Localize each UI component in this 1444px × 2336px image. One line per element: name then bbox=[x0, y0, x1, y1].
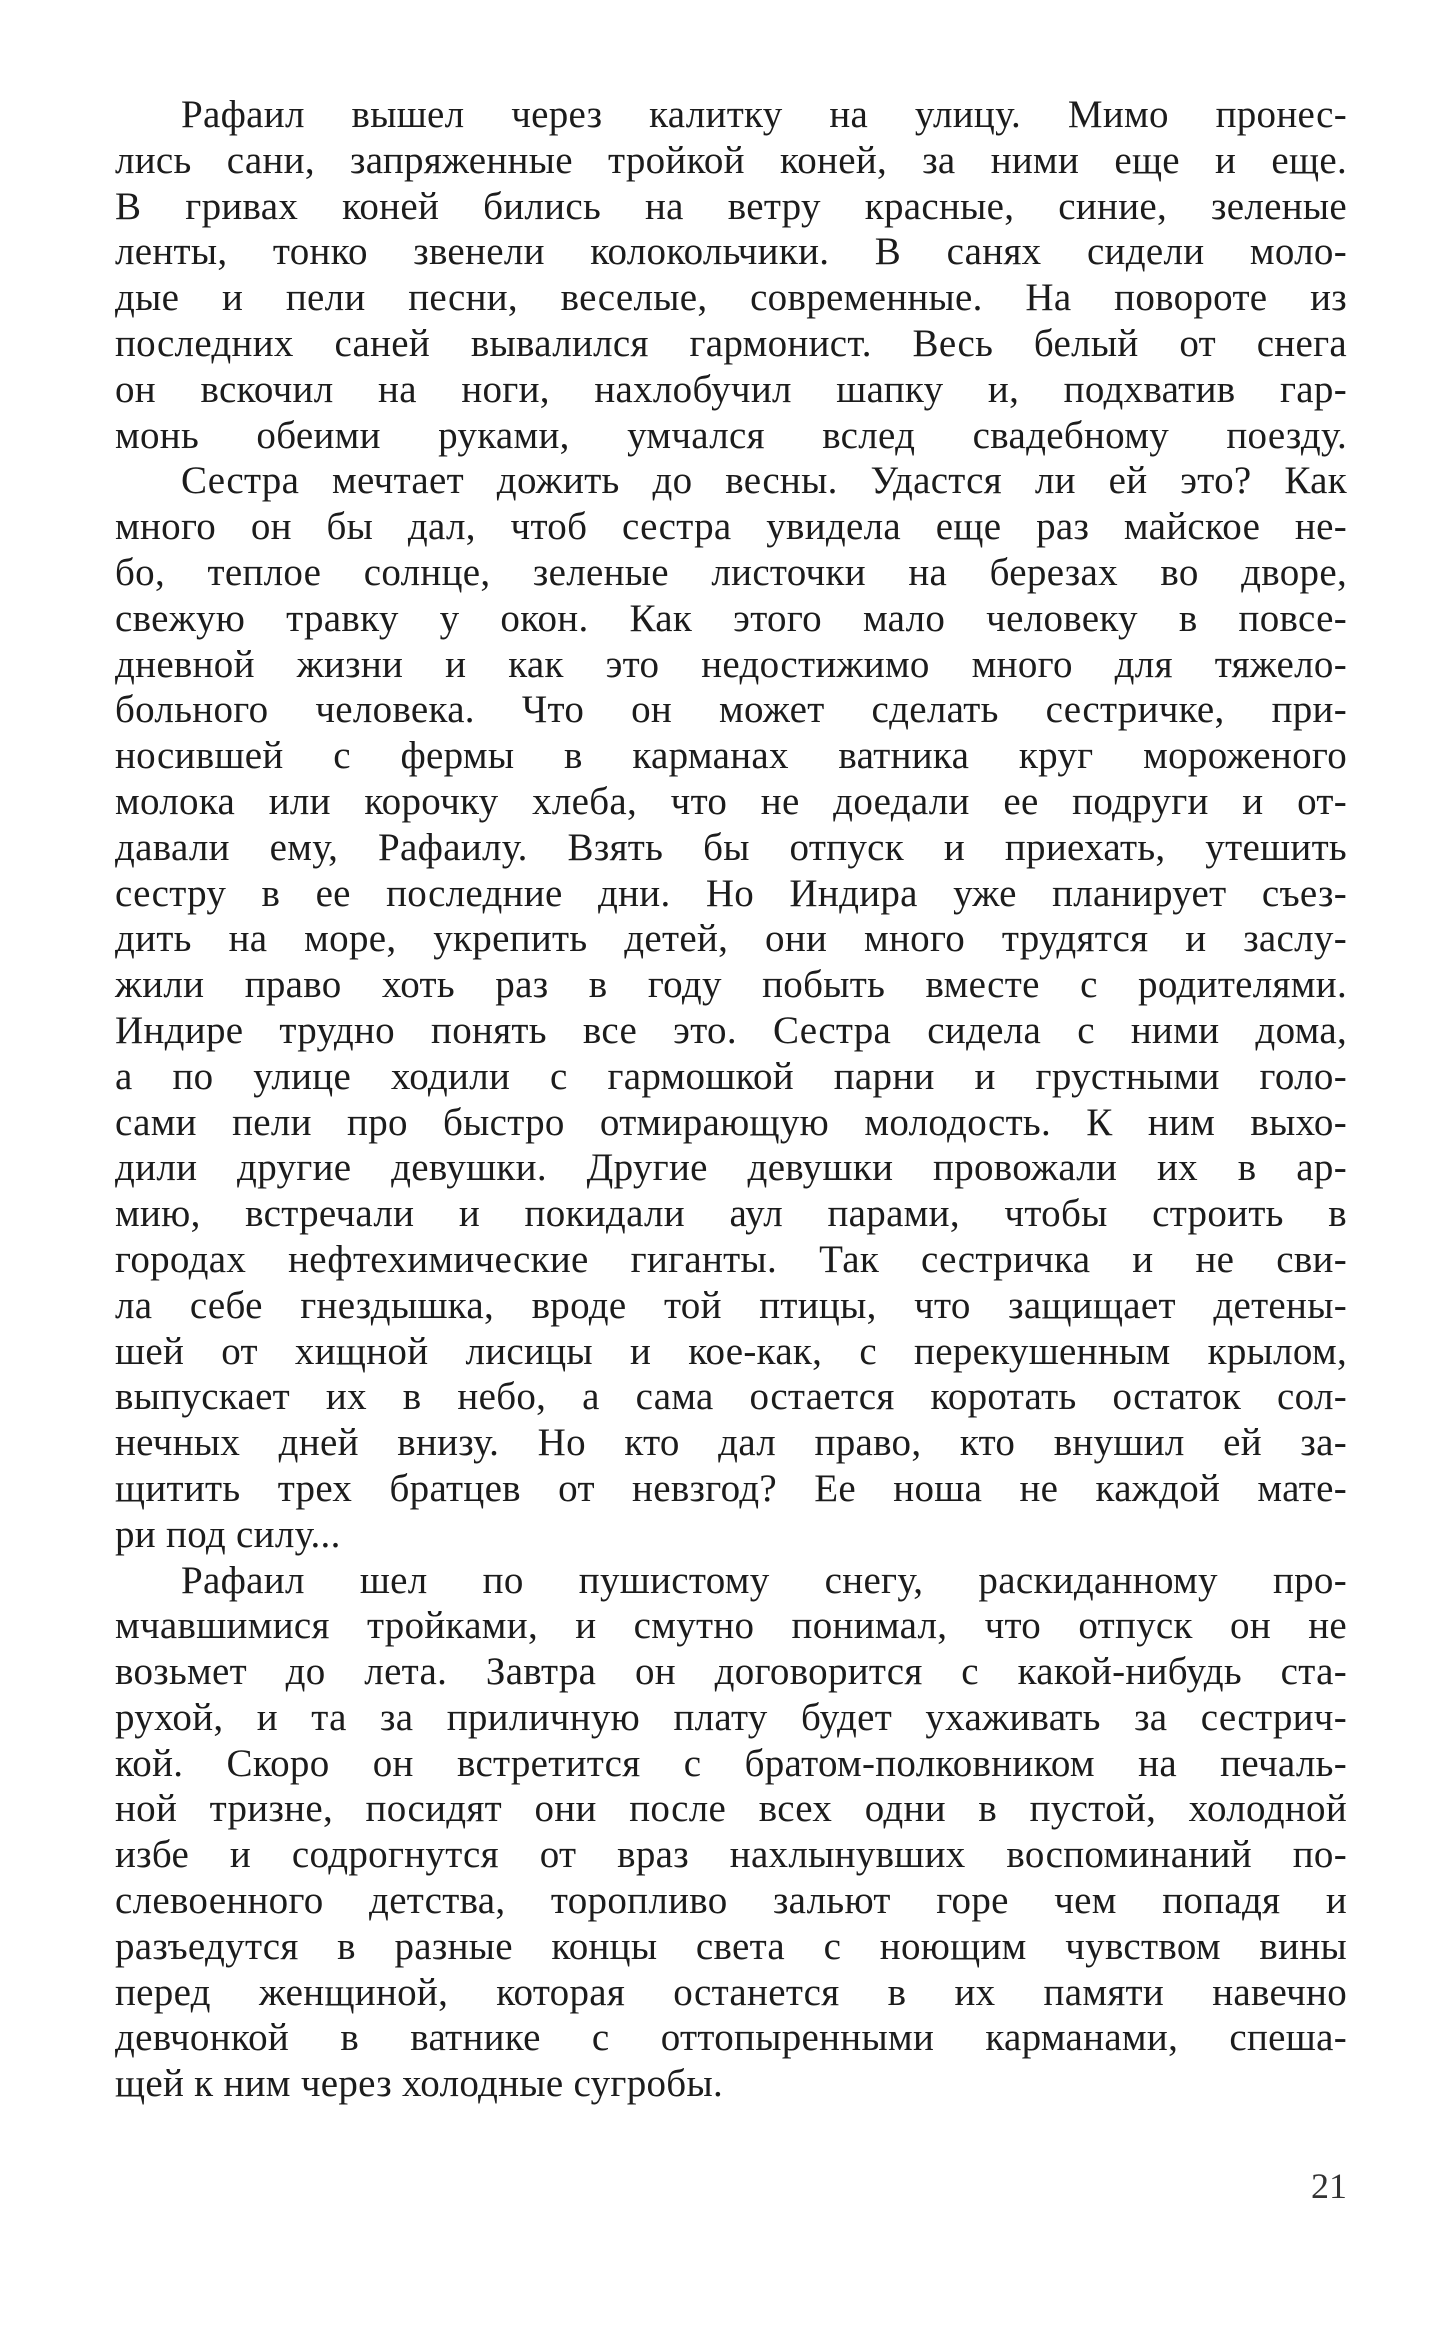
text-line: дневной жизни и как это недостижимо много для тяжело- bbox=[115, 642, 1347, 686]
text-line: бо, теплое солнце, зеленые листочки на березах во дворе, bbox=[115, 550, 1347, 594]
text-line: шей от хищной лисицы и кое-как, с перекушенным крылом, bbox=[115, 1329, 1347, 1373]
text-line: много он бы дал, чтоб сестра увидела еще раз майское не- bbox=[115, 505, 1347, 549]
text-line: Индире трудно понять все это. Сестра сидела с ними дома, bbox=[115, 1008, 1347, 1052]
text-line: мчавшимися тройками, и смутно понимал, что отпуск он не bbox=[115, 1604, 1347, 1648]
text-line: давали ему, Рафаилу. Взять бы отпуск и приехать, утешить bbox=[115, 825, 1347, 869]
text-line: рухой, и та за приличную плату будет ухаживать за сестрич- bbox=[115, 1695, 1347, 1739]
page-number: 21 bbox=[1311, 2166, 1347, 2206]
text-line: свежую травку у окон. Как этого мало человеку в повсе- bbox=[115, 596, 1347, 640]
text-line: монь обеими руками, умчался вслед свадебному поезду. bbox=[115, 413, 1347, 457]
paragraph bbox=[115, 92, 1347, 458]
text-line: Сестра мечтает дожить до весны. Удастся ли ей это? Как bbox=[181, 459, 1347, 503]
text-line: жили право хоть раз в году побыть вместе с родителями. bbox=[115, 963, 1347, 1007]
text-line: слевоенного детства, торопливо зальют горе чем попадя и bbox=[115, 1879, 1347, 1923]
text-line: ленты, тонко звенели колокольчики. В санях сидели моло- bbox=[115, 230, 1347, 274]
text-line: избе и содрогнутся от враз нахлынувших воспоминаний по- bbox=[115, 1833, 1347, 1877]
text-line: перед женщиной, которая останется в их памяти навечно bbox=[115, 1970, 1347, 2014]
paragraph bbox=[115, 1558, 1347, 2108]
text-line: дые и пели песни, веселые, современные. На повороте из bbox=[115, 276, 1347, 320]
text-line: дили другие девушки. Другие девушки провожали их в ар- bbox=[115, 1146, 1347, 1190]
text-line: нечных дней внизу. Но кто дал право, кто внушил ей за- bbox=[115, 1421, 1347, 1465]
text-line: а по улице ходили с гармошкой парни и грустными голо- bbox=[115, 1054, 1347, 1098]
text-line: он вскочил на ноги, нахлобучил шапку и, подхватив гар- bbox=[115, 367, 1347, 411]
text-line: больного человека. Что он может сделать сестричке, при- bbox=[115, 688, 1347, 732]
text-line: кой. Скоро он встретится с братом-полковником на печаль- bbox=[115, 1741, 1347, 1785]
text-line: Рафаил шел по пушистому снегу, раскиданному про- bbox=[181, 1558, 1347, 1602]
text-line: мию, встречали и покидали аул парами, чтобы строить в bbox=[115, 1192, 1347, 1236]
text-line: последних саней вывалился гармонист. Весь белый от снега bbox=[115, 321, 1347, 365]
text-line: ри под силу... bbox=[115, 1512, 341, 1556]
text-line: лись сани, запряженные тройкой коней, за ними еще и еще. bbox=[115, 138, 1347, 182]
text-line: молока или корочку хлеба, что не доедали ее подруги и от- bbox=[115, 779, 1347, 823]
text-line: сами пели про быстро отмирающую молодость. К ним выхо- bbox=[115, 1100, 1347, 1144]
text-line: разъедутся в разные концы света с ноющим чувством вины bbox=[115, 1924, 1347, 1968]
text-line: сестру в ее последние дни. Но Индира уже планирует съез- bbox=[115, 871, 1347, 915]
body-text bbox=[115, 92, 1347, 2107]
text-line: щитить трех братцев от невзгод? Ее ноша не каждой мате- bbox=[115, 1466, 1347, 1510]
text-line: ной тризне, посидят они после всех одни в пустой, холодной bbox=[115, 1787, 1347, 1831]
text-line: В гривах коней бились на ветру красные, синие, зеленые bbox=[115, 184, 1347, 228]
text-line: городах нефтехимические гиганты. Так сестричка и не сви- bbox=[115, 1237, 1347, 1281]
text-line: возьмет до лета. Завтра он договорится с какой-нибудь ста- bbox=[115, 1650, 1347, 1694]
text-line: дить на море, укрепить детей, они много трудятся и заслу- bbox=[115, 917, 1347, 961]
text-line: девчонкой в ватнике с оттопыренными карманами, спеша- bbox=[115, 2016, 1347, 2060]
text-line: Рафаил вышел через калитку на улицу. Мимо пронес- bbox=[181, 93, 1347, 136]
text-line: носившей с фермы в карманах ватника круг мороженого bbox=[115, 734, 1347, 778]
text-line: щей к ним через холодные сугробы. bbox=[115, 2062, 724, 2106]
text-line: выпускает их в небо, а сама остается коротать остаток сол- bbox=[115, 1375, 1347, 1419]
paragraph bbox=[115, 458, 1347, 1557]
text-line: ла себе гнездышка, вроде той птицы, что защищает детены- bbox=[115, 1283, 1347, 1327]
